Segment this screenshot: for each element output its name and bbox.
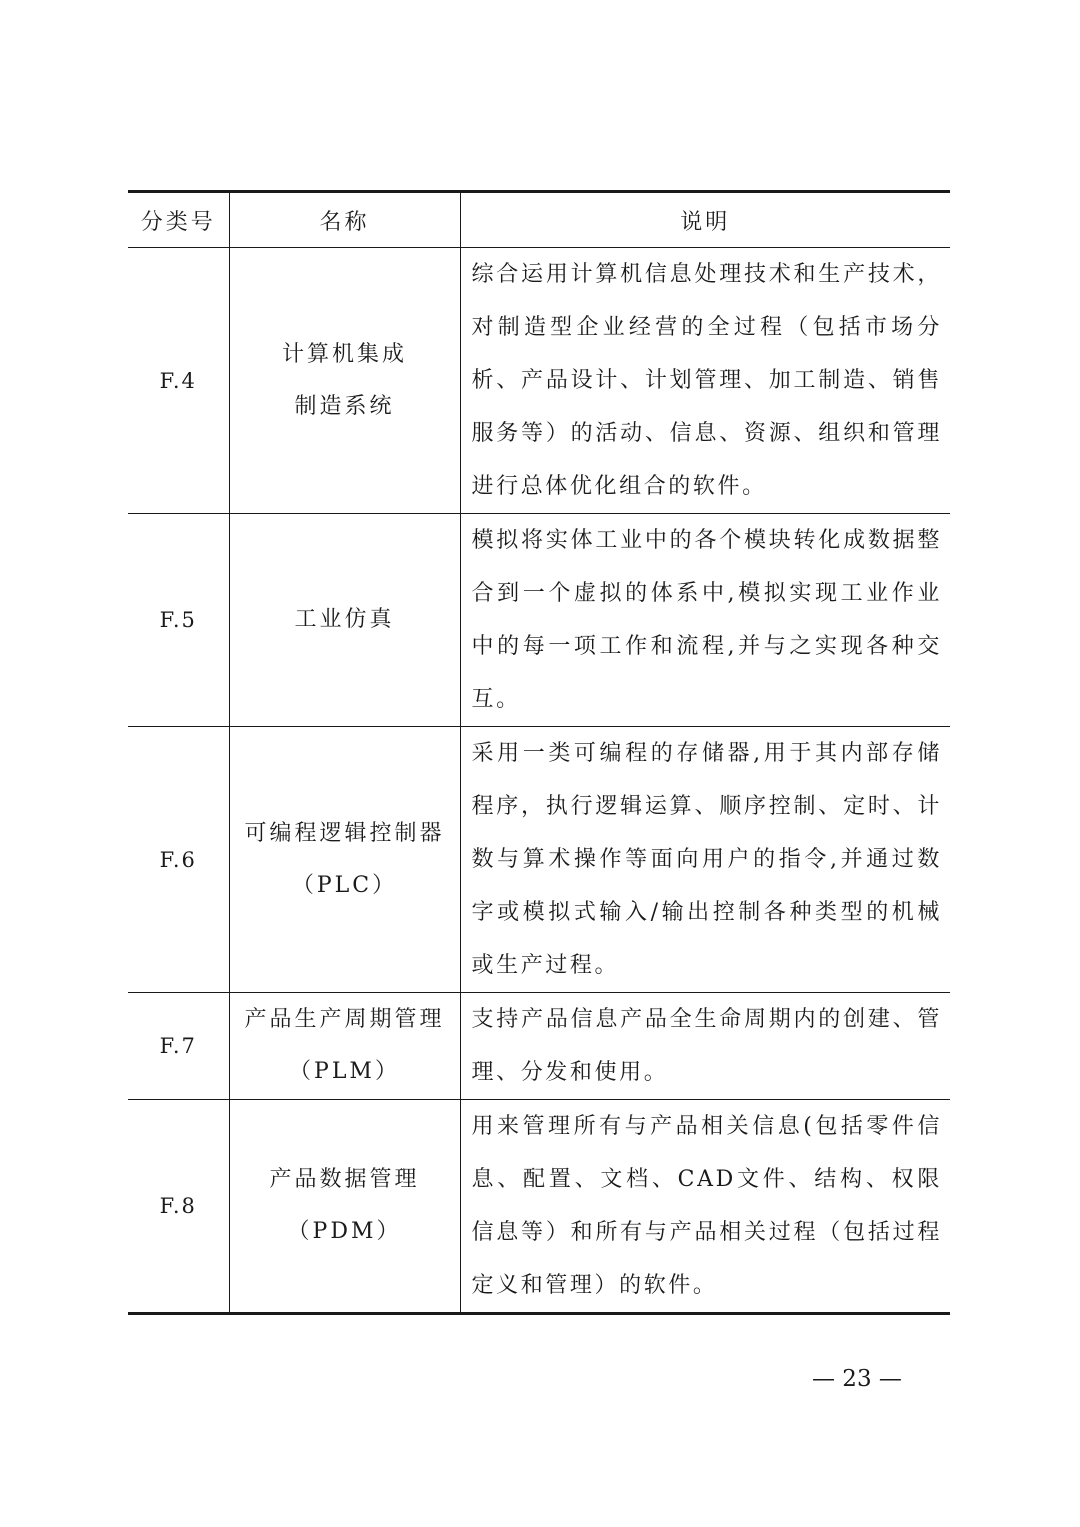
row-description: 模拟将实体工业中的各个模块转化成数据整合到一个虚拟的体系中,模拟实现工业作业中的每一项工作和流程,并与之实现各种交互。 xyxy=(460,514,950,727)
name-line: （PDM） xyxy=(287,1219,402,1244)
page-number: — 23 — xyxy=(812,1366,902,1392)
name-line: （PLM） xyxy=(289,1059,400,1084)
name-line: 计算机集成 xyxy=(281,341,407,367)
row-code: F.5 xyxy=(128,514,229,727)
row-name xyxy=(229,248,460,514)
row-description: 综合运用计算机信息处理技术和生产技术，对制造型企业经营的全过程（包括市场分析、产品设计、计划管理、加工制造、销售服务等）的活动、信息、资源、组织和管理进行总体优化组合的软件。 xyxy=(460,248,950,514)
row-code: F.7 xyxy=(128,993,229,1100)
table-row xyxy=(128,727,950,993)
name-line: 可编程逻辑控制器 xyxy=(244,820,445,846)
row-code: F.4 xyxy=(128,248,229,514)
row-description: 采用一类可编程的存储器,用于其内部存储程序，执行逻辑运算、顺序控制、定时、计数与算术操作等面向用户的指令,并通过数字或模拟式输入/输出控制各种类型的机械或生产过程。 xyxy=(460,727,950,993)
header-name: 名称 xyxy=(229,192,460,248)
row-name xyxy=(229,514,460,727)
header-description: 说明 xyxy=(460,192,950,248)
row-description: 用来管理所有与产品相关信息(包括零件信息、配置、文档、CAD文件、结构、权限信息等）和所有与产品相关过程（包括过程定义和管理）的软件。 xyxy=(460,1100,950,1314)
table-row xyxy=(128,993,950,1100)
row-code: F.6 xyxy=(128,727,229,993)
header-code: 分类号 xyxy=(128,192,229,248)
row-code: F.8 xyxy=(128,1100,229,1314)
row-name xyxy=(229,993,460,1100)
name-line: 制造系统 xyxy=(294,393,395,419)
name-line: 工业仿真 xyxy=(294,607,395,632)
table-header-row xyxy=(128,192,950,248)
row-description: 支持产品信息产品全生命周期内的创建、管理、分发和使用。 xyxy=(460,993,950,1100)
table-row xyxy=(128,248,950,514)
row-name xyxy=(229,727,460,993)
classification-table xyxy=(128,190,950,1315)
row-name xyxy=(229,1100,460,1314)
name-line: 产品生产周期管理 xyxy=(244,1007,445,1032)
name-line: （PLC） xyxy=(291,872,398,898)
table-row xyxy=(128,1100,950,1314)
name-line: 产品数据管理 xyxy=(269,1167,420,1192)
table-row xyxy=(128,514,950,727)
